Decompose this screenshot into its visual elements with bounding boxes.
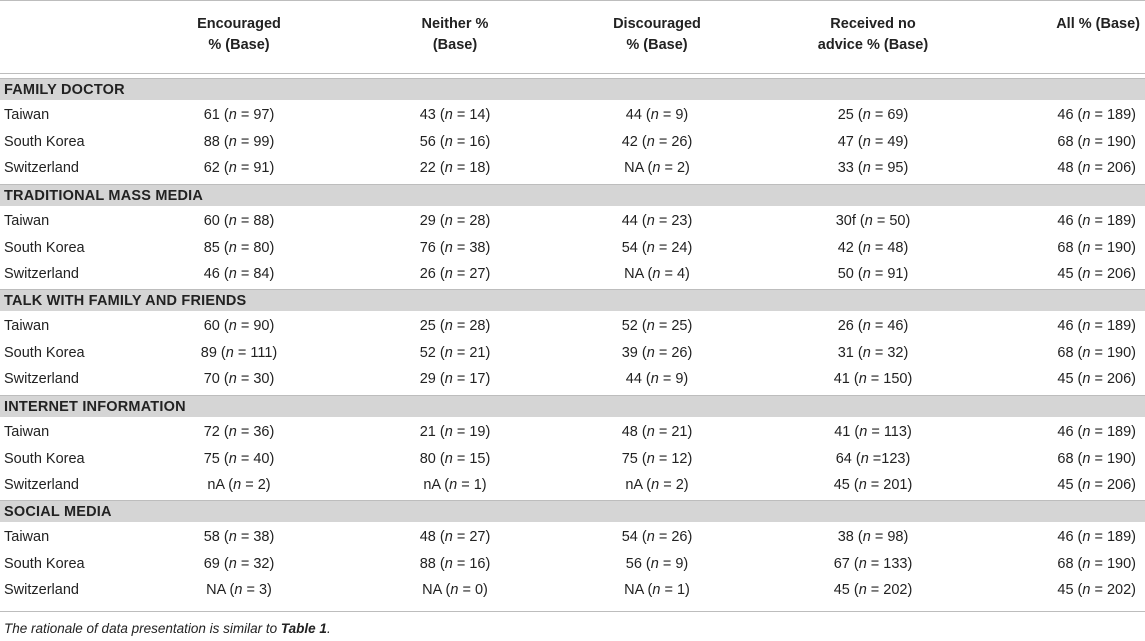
section-title: TRADITIONAL MASS MEDIA <box>4 188 204 204</box>
footnote-text: The rationale of data presentation is similar to <box>4 621 281 636</box>
header-no-advice <box>803 14 943 56</box>
cell-discouraged: 42 (n = 26) <box>621 133 693 150</box>
cell-no-advice: 31 (n = 32) <box>837 344 909 361</box>
cell-country: Taiwan <box>4 213 50 229</box>
header-encouraged-line1: Encouraged <box>197 16 281 32</box>
cell-country: Switzerland <box>4 582 79 598</box>
cell-encouraged: nA (n = 2) <box>207 477 271 493</box>
header-all-line1: All % (Base) <box>1056 16 1140 32</box>
table-row <box>0 102 1145 128</box>
cell-encouraged: 60 (n = 90) <box>203 318 275 334</box>
table-header <box>0 0 1145 72</box>
cell-encouraged: 70 (n = 30) <box>203 371 275 387</box>
cell-no-advice: 42 (n = 48) <box>837 239 909 256</box>
cell-discouraged: 44 (n = 9) <box>625 107 689 123</box>
header-all <box>1010 14 1140 35</box>
table-footnote <box>4 620 331 638</box>
cell-neither: 29 (n = 17) <box>419 371 491 387</box>
cell-neither: 21 (n = 19) <box>419 424 491 440</box>
table-row <box>0 235 1145 261</box>
cell-no-advice: 47 (n = 49) <box>837 133 909 150</box>
cell-encouraged: 85 (n = 80) <box>203 239 275 256</box>
footnote-end: . <box>326 621 331 636</box>
cell-encouraged: NA (n = 3) <box>206 582 272 598</box>
cell-country: South Korea <box>4 344 85 361</box>
cell-all: 68 (n = 190) <box>1057 239 1136 256</box>
cell-encouraged: 89 (n = 111) <box>200 344 278 361</box>
table-row <box>0 366 1145 392</box>
bottom-rule <box>0 611 1145 612</box>
cell-neither: 25 (n = 28) <box>419 318 491 334</box>
cell-encouraged: 46 (n = 84) <box>203 266 275 282</box>
section-title: SOCIAL MEDIA <box>4 504 112 520</box>
cell-discouraged: nA (n = 2) <box>625 477 689 493</box>
header-no-advice-line1: Received no <box>830 16 916 32</box>
cell-neither: 26 (n = 27) <box>419 266 491 282</box>
cell-neither: 80 (n = 15) <box>419 450 491 467</box>
header-neither <box>395 14 515 56</box>
cell-discouraged: 56 (n = 9) <box>625 555 689 572</box>
cell-all: 68 (n = 190) <box>1057 344 1136 361</box>
footnote-table-ref[interactable]: Table 1 <box>280 621 327 636</box>
cell-discouraged: 39 (n = 26) <box>621 344 693 361</box>
cell-country: South Korea <box>4 555 85 572</box>
section-header <box>0 395 1145 417</box>
cell-all: 68 (n = 190) <box>1057 133 1136 150</box>
cell-no-advice: 30f (n = 50) <box>835 213 911 229</box>
cell-country: South Korea <box>4 133 85 150</box>
header-neither-line1: Neither % <box>421 16 489 32</box>
header-encouraged-line2: % (Base) <box>208 37 270 53</box>
header-rule <box>0 73 1145 74</box>
cell-encouraged: 60 (n = 88) <box>203 213 275 229</box>
cell-all: 46 (n = 189) <box>1057 318 1136 334</box>
cell-discouraged: 75 (n = 12) <box>621 450 693 467</box>
section-header <box>0 500 1145 522</box>
cell-all: 45 (n = 206) <box>1057 477 1136 493</box>
table-row <box>0 419 1145 445</box>
cell-discouraged: NA (n = 1) <box>624 582 690 598</box>
cell-discouraged: 54 (n = 26) <box>621 529 693 545</box>
cell-no-advice: 25 (n = 69) <box>837 107 909 123</box>
cell-neither: NA (n = 0) <box>422 582 488 598</box>
cell-neither: 56 (n = 16) <box>419 133 491 150</box>
cell-neither: nA (n = 1) <box>423 477 487 493</box>
cell-discouraged: 48 (n = 21) <box>621 424 693 440</box>
cell-discouraged: NA (n = 2) <box>624 160 690 176</box>
cell-all: 45 (n = 202) <box>1057 582 1136 598</box>
table-row <box>0 313 1145 339</box>
section-title: INTERNET INFORMATION <box>4 399 186 415</box>
cell-country: Switzerland <box>4 266 79 282</box>
table-row <box>0 129 1145 155</box>
cell-all: 46 (n = 189) <box>1057 107 1136 123</box>
table-row <box>0 261 1145 287</box>
cell-encouraged: 69 (n = 32) <box>203 555 275 572</box>
cell-country: Switzerland <box>4 477 79 493</box>
cell-country: Taiwan <box>4 107 50 123</box>
table-row <box>0 524 1145 550</box>
section-header <box>0 184 1145 206</box>
table-row <box>0 472 1145 498</box>
cell-discouraged: 52 (n = 25) <box>621 318 693 334</box>
cell-neither: 22 (n = 18) <box>419 160 491 176</box>
section-title: TALK WITH FAMILY AND FRIENDS <box>4 293 247 309</box>
table-row <box>0 208 1145 234</box>
cell-all: 68 (n = 190) <box>1057 555 1136 572</box>
cell-country: Taiwan <box>4 424 50 440</box>
cell-no-advice: 41 (n = 113) <box>834 424 912 440</box>
cell-no-advice: 50 (n = 91) <box>837 266 909 282</box>
cell-country: Switzerland <box>4 160 79 176</box>
cell-country: South Korea <box>4 450 85 467</box>
header-discouraged-line1: Discouraged <box>613 16 701 32</box>
cell-encouraged: 72 (n = 36) <box>203 424 275 440</box>
cell-all: 68 (n = 190) <box>1057 450 1136 467</box>
header-no-advice-line2: advice % (Base) <box>817 37 929 53</box>
table-row <box>0 577 1145 603</box>
cell-discouraged: NA (n = 4) <box>624 266 690 282</box>
cell-discouraged: 54 (n = 24) <box>621 239 693 256</box>
cell-country: Taiwan <box>4 529 50 545</box>
cell-neither: 29 (n = 28) <box>419 213 491 229</box>
section-header <box>0 289 1145 311</box>
cell-no-advice: 45 (n = 202) <box>833 582 913 598</box>
cell-no-advice: 38 (n = 98) <box>837 529 909 545</box>
table-row <box>0 446 1145 472</box>
cell-all: 48 (n = 206) <box>1057 160 1136 176</box>
cell-all: 46 (n = 189) <box>1057 529 1136 545</box>
cell-neither: 76 (n = 38) <box>419 239 491 256</box>
table-row <box>0 155 1145 181</box>
cell-all: 45 (n = 206) <box>1057 266 1136 282</box>
cell-no-advice: 33 (n = 95) <box>837 160 909 176</box>
cell-all: 46 (n = 189) <box>1057 424 1136 440</box>
section-header <box>0 78 1145 100</box>
cell-no-advice: 41 (n = 150) <box>833 371 913 387</box>
cell-country: Switzerland <box>4 371 79 387</box>
cell-neither: 88 (n = 16) <box>419 555 491 572</box>
table-row <box>0 551 1145 577</box>
cell-discouraged: 44 (n = 9) <box>625 371 689 387</box>
cell-encouraged: 88 (n = 99) <box>203 133 275 150</box>
cell-encouraged: 61 (n = 97) <box>203 107 275 123</box>
cell-neither: 52 (n = 21) <box>419 344 491 361</box>
cell-no-advice: 67 (n = 133) <box>833 555 913 572</box>
cell-all: 45 (n = 206) <box>1057 371 1136 387</box>
cell-neither: 48 (n = 27) <box>419 529 491 545</box>
table-row <box>0 340 1145 366</box>
cell-country: South Korea <box>4 239 85 256</box>
header-discouraged <box>597 14 717 56</box>
section-title: FAMILY DOCTOR <box>4 82 125 98</box>
cell-discouraged: 44 (n = 23) <box>621 213 693 229</box>
cell-encouraged: 58 (n = 38) <box>203 529 275 545</box>
cell-no-advice: 45 (n = 201) <box>833 477 913 493</box>
cell-neither: 43 (n = 14) <box>419 107 491 123</box>
header-neither-line2: (Base) <box>432 37 478 53</box>
cell-country: Taiwan <box>4 318 50 334</box>
cell-no-advice: 26 (n = 46) <box>837 318 909 334</box>
cell-encouraged: 75 (n = 40) <box>203 450 275 467</box>
cell-all: 46 (n = 189) <box>1057 213 1136 229</box>
cell-encouraged: 62 (n = 91) <box>203 160 275 176</box>
cell-no-advice: 64 (n =123) <box>835 450 911 467</box>
header-discouraged-line2: % (Base) <box>626 37 688 53</box>
header-encouraged <box>179 14 299 56</box>
